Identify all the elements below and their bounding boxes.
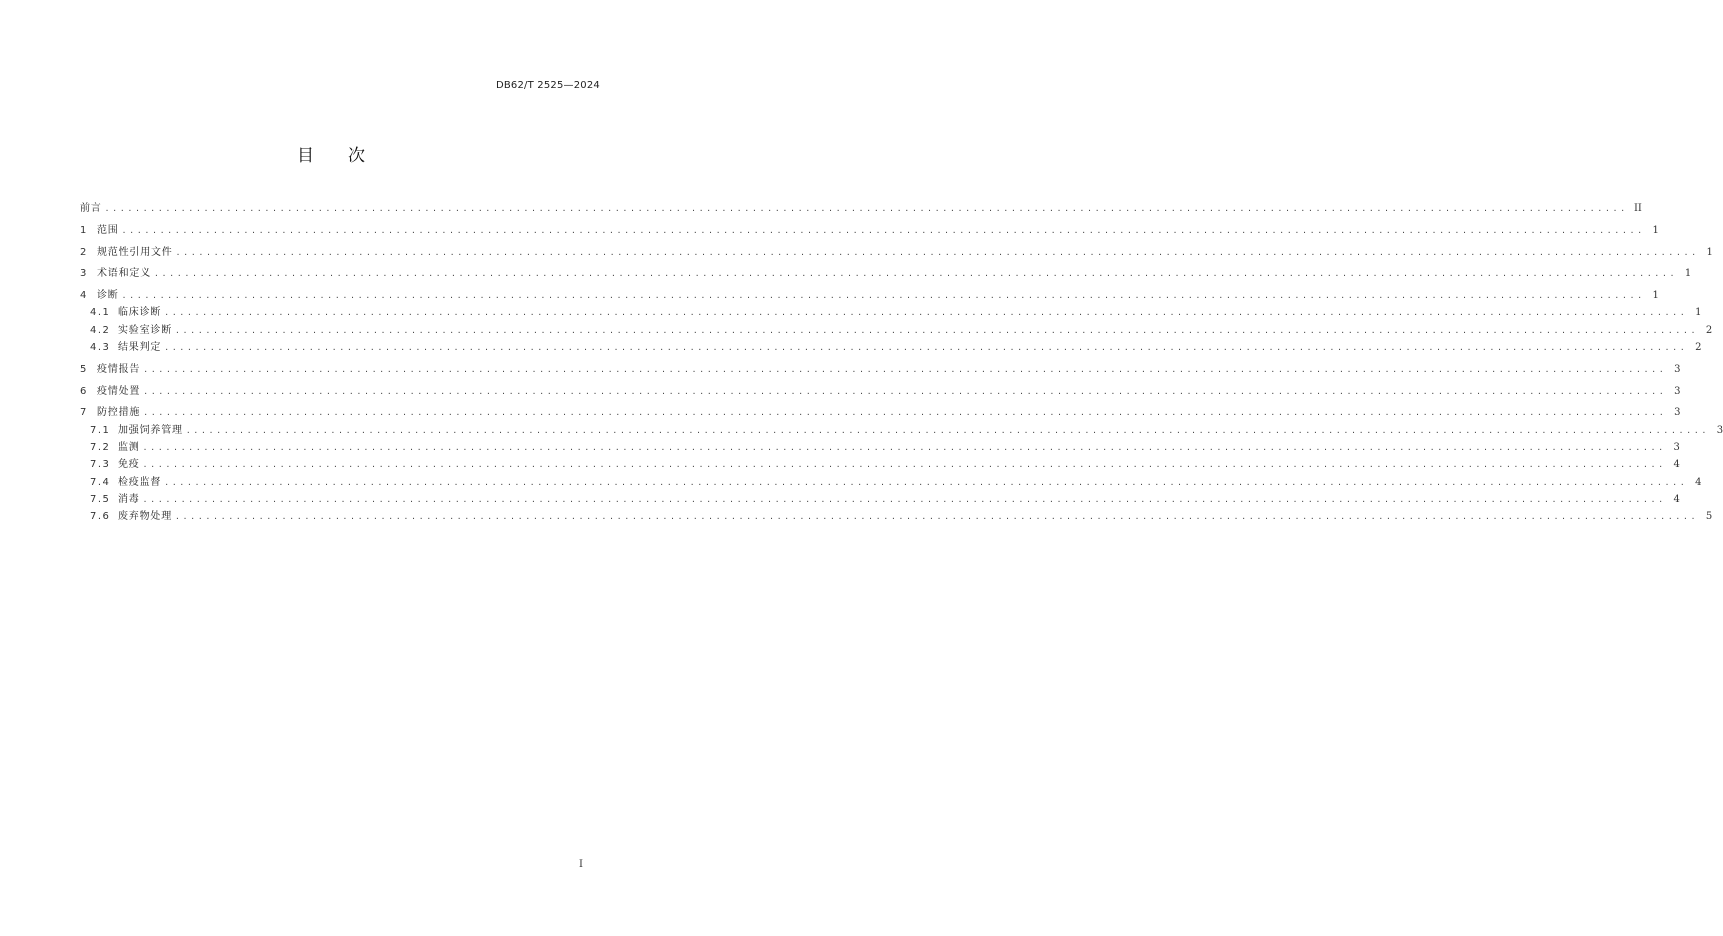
toc-entry-title: 诊断 <box>97 290 119 302</box>
toc-entry-page: 1 <box>1684 268 1692 280</box>
toc-leader-dots: ........................................................................................................................................................................................................ <box>164 477 1688 487</box>
toc-entry[interactable] <box>80 361 1681 378</box>
toc-entry[interactable] <box>80 322 1713 339</box>
toc-leader-dots: ........................................................................................................................................................................................................ <box>175 512 1699 522</box>
toc-entry-number: 4.1 <box>90 307 111 319</box>
toc-entry-page: 1 <box>1652 290 1659 302</box>
toc-leader-dots: ........................................................................................................................................................................................................ <box>142 443 1666 453</box>
standard-code: DB62/T 2525—2024 <box>495 80 600 91</box>
toc-entry-number: 7.1 <box>90 424 111 436</box>
toc-entry-number: 7.3 <box>90 459 111 471</box>
toc-entry[interactable] <box>80 491 1680 508</box>
toc-entry[interactable] <box>80 287 1659 304</box>
toc-entry-page: 3 <box>1673 442 1680 454</box>
toc-entry-number: 1 <box>80 224 87 236</box>
page-title-part1: 目 <box>297 146 314 166</box>
toc-entry[interactable] <box>80 339 1702 356</box>
footer-page-number: I <box>579 859 583 870</box>
toc-leader-dots: ........................................................................................................................................................................................................ <box>175 247 1699 257</box>
toc-leader-dots: ........................................................................................................................................................................................................ <box>142 494 1666 504</box>
toc-entry-title: 防控措施 <box>97 407 141 419</box>
toc-entry-number: 7 <box>80 407 87 419</box>
toc-entry[interactable] <box>80 508 1713 525</box>
toc-entry-page: 4 <box>1695 476 1702 488</box>
toc-entry-title: 术语和定义 <box>97 268 151 280</box>
toc-leader-dots: ........................................................................................................................................................................................................ <box>104 204 1628 213</box>
toc-entry[interactable] <box>80 244 1713 261</box>
toc-leader-dots: ........................................................................................................................................................................................................ <box>121 225 1645 235</box>
page-title-part2: 次 <box>348 146 365 166</box>
toc-entry-number: 5 <box>80 363 87 375</box>
toc-entry[interactable] <box>80 456 1680 473</box>
toc-entry[interactable] <box>80 404 1681 421</box>
toc-entry-title: 加强饲养管理 <box>118 424 183 436</box>
toc-entry[interactable] <box>80 304 1702 321</box>
toc-entry-title: 监测 <box>118 442 140 454</box>
toc-leader-dots: ........................................................................................................................................................................................................ <box>164 308 1688 318</box>
toc-entry-number: 4.2 <box>90 324 111 336</box>
toc-entry-page: 4 <box>1673 459 1680 471</box>
toc-entry-number: 7.6 <box>90 511 111 523</box>
toc-entry-page: 4 <box>1673 493 1680 505</box>
toc-entry-page: 3 <box>1674 407 1681 419</box>
toc-entry-number: 7.5 <box>90 493 111 505</box>
toc-entry-page: 3 <box>1716 424 1723 436</box>
toc-leader-dots: ........................................................................................................................................................................................................ <box>164 343 1688 353</box>
toc-entry-number: 4 <box>80 290 87 302</box>
toc-entry-number: 7.4 <box>90 476 111 488</box>
page-title <box>0 141 662 166</box>
toc-leader-dots: ........................................................................................................................................................................................................ <box>121 291 1645 301</box>
toc-entry-title: 疫情报告 <box>97 363 141 375</box>
toc-entry-page: 2 <box>1695 342 1702 354</box>
toc-entry-title: 消毒 <box>118 493 140 505</box>
toc-leader-dots: ........................................................................................................................................................................................................ <box>143 386 1667 396</box>
toc-entry-title: 临床诊断 <box>118 307 162 319</box>
toc-entry-page: 1 <box>1652 224 1659 236</box>
toc-entry-page: 5 <box>1705 511 1713 523</box>
toc-entry[interactable] <box>80 474 1702 491</box>
toc-entry-title: 结果判定 <box>118 342 162 354</box>
toc-leader-dots: ........................................................................................................................................................................................................ <box>175 325 1699 335</box>
toc-entry-page: 3 <box>1674 363 1681 375</box>
toc-entry-title: 前言 <box>80 203 102 214</box>
toc-entry[interactable] <box>80 265 1692 282</box>
toc-entry-page: 3 <box>1674 385 1681 397</box>
toc-leader-dots: ........................................................................................................................................................................................................ <box>143 408 1667 418</box>
toc-leader-dots: ........................................................................................................................................................................................................ <box>185 425 1710 435</box>
toc-entry-title: 疫情处置 <box>97 385 141 397</box>
toc-entry[interactable] <box>80 439 1680 456</box>
table-of-contents <box>80 200 1723 526</box>
toc-entry-title: 范围 <box>97 224 119 236</box>
toc-entry-page: 1 <box>1706 246 1713 258</box>
toc-entry-number: 3 <box>80 268 87 280</box>
toc-entry-page: 2 <box>1705 324 1713 336</box>
toc-entry-number: 2 <box>80 246 87 258</box>
toc-leader-dots: ........................................................................................................................................................................................................ <box>142 460 1666 470</box>
toc-entry[interactable] <box>80 422 1723 439</box>
toc-entry-number: 4.3 <box>90 342 111 354</box>
toc-entry-number: 6 <box>80 385 87 397</box>
toc-entry[interactable] <box>80 222 1659 239</box>
toc-leader-dots: ........................................................................................................................................................................................................ <box>154 269 1678 279</box>
toc-entry-page: 1 <box>1695 307 1702 319</box>
toc-entry-title: 实验室诊断 <box>118 324 172 336</box>
toc-entry[interactable] <box>80 383 1681 400</box>
toc-entry-title: 免疫 <box>118 459 140 471</box>
toc-leader-dots: ........................................................................................................................................................................................................ <box>143 364 1667 374</box>
toc-entry-page: II <box>1633 203 1642 214</box>
toc-entry[interactable] <box>80 200 1642 217</box>
toc-entry-number: 7.2 <box>90 442 111 454</box>
toc-entry-title: 废弃物处理 <box>118 511 172 523</box>
toc-entry-title: 检疫监督 <box>118 476 162 488</box>
toc-entry-title: 规范性引用文件 <box>97 246 173 258</box>
